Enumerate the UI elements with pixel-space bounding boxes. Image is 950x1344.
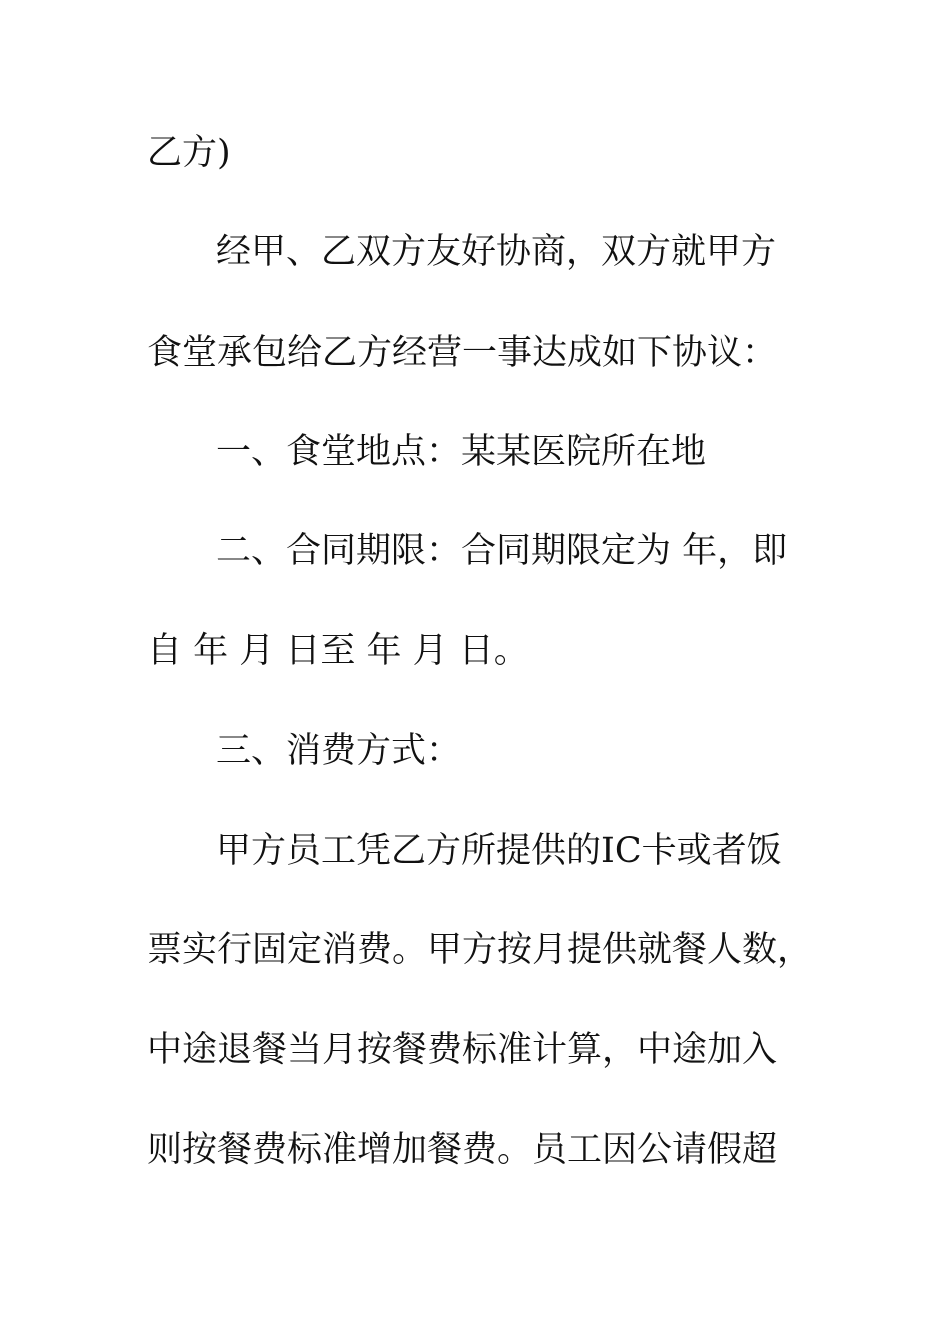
text-line: 自 年 月 日至 年 月 日。 [147, 631, 529, 671]
text-line: 乙方) [147, 133, 231, 173]
text-line: 甲方员工凭乙方所提供的IC卡或者饭 [216, 831, 782, 871]
text-line: 经甲、乙双方友好协商，双方就甲方 [216, 232, 777, 272]
text-line: 二、合同期限：合同期限定为 年，即 [216, 531, 788, 571]
text-line: 则按餐费标准增加餐费。员工因公请假超 [147, 1130, 778, 1170]
text-line: 票实行固定消费。甲方按月提供就餐人数， [147, 930, 813, 970]
text-line: 三、消费方式： [216, 731, 462, 771]
text-line: 一、食堂地点：某某医院所在地 [216, 432, 707, 472]
text-line: 中途退餐当月按餐费标准计算，中途加入 [147, 1030, 778, 1070]
text-line: 食堂承包给乙方经营一事达成如下协议： [147, 333, 778, 373]
